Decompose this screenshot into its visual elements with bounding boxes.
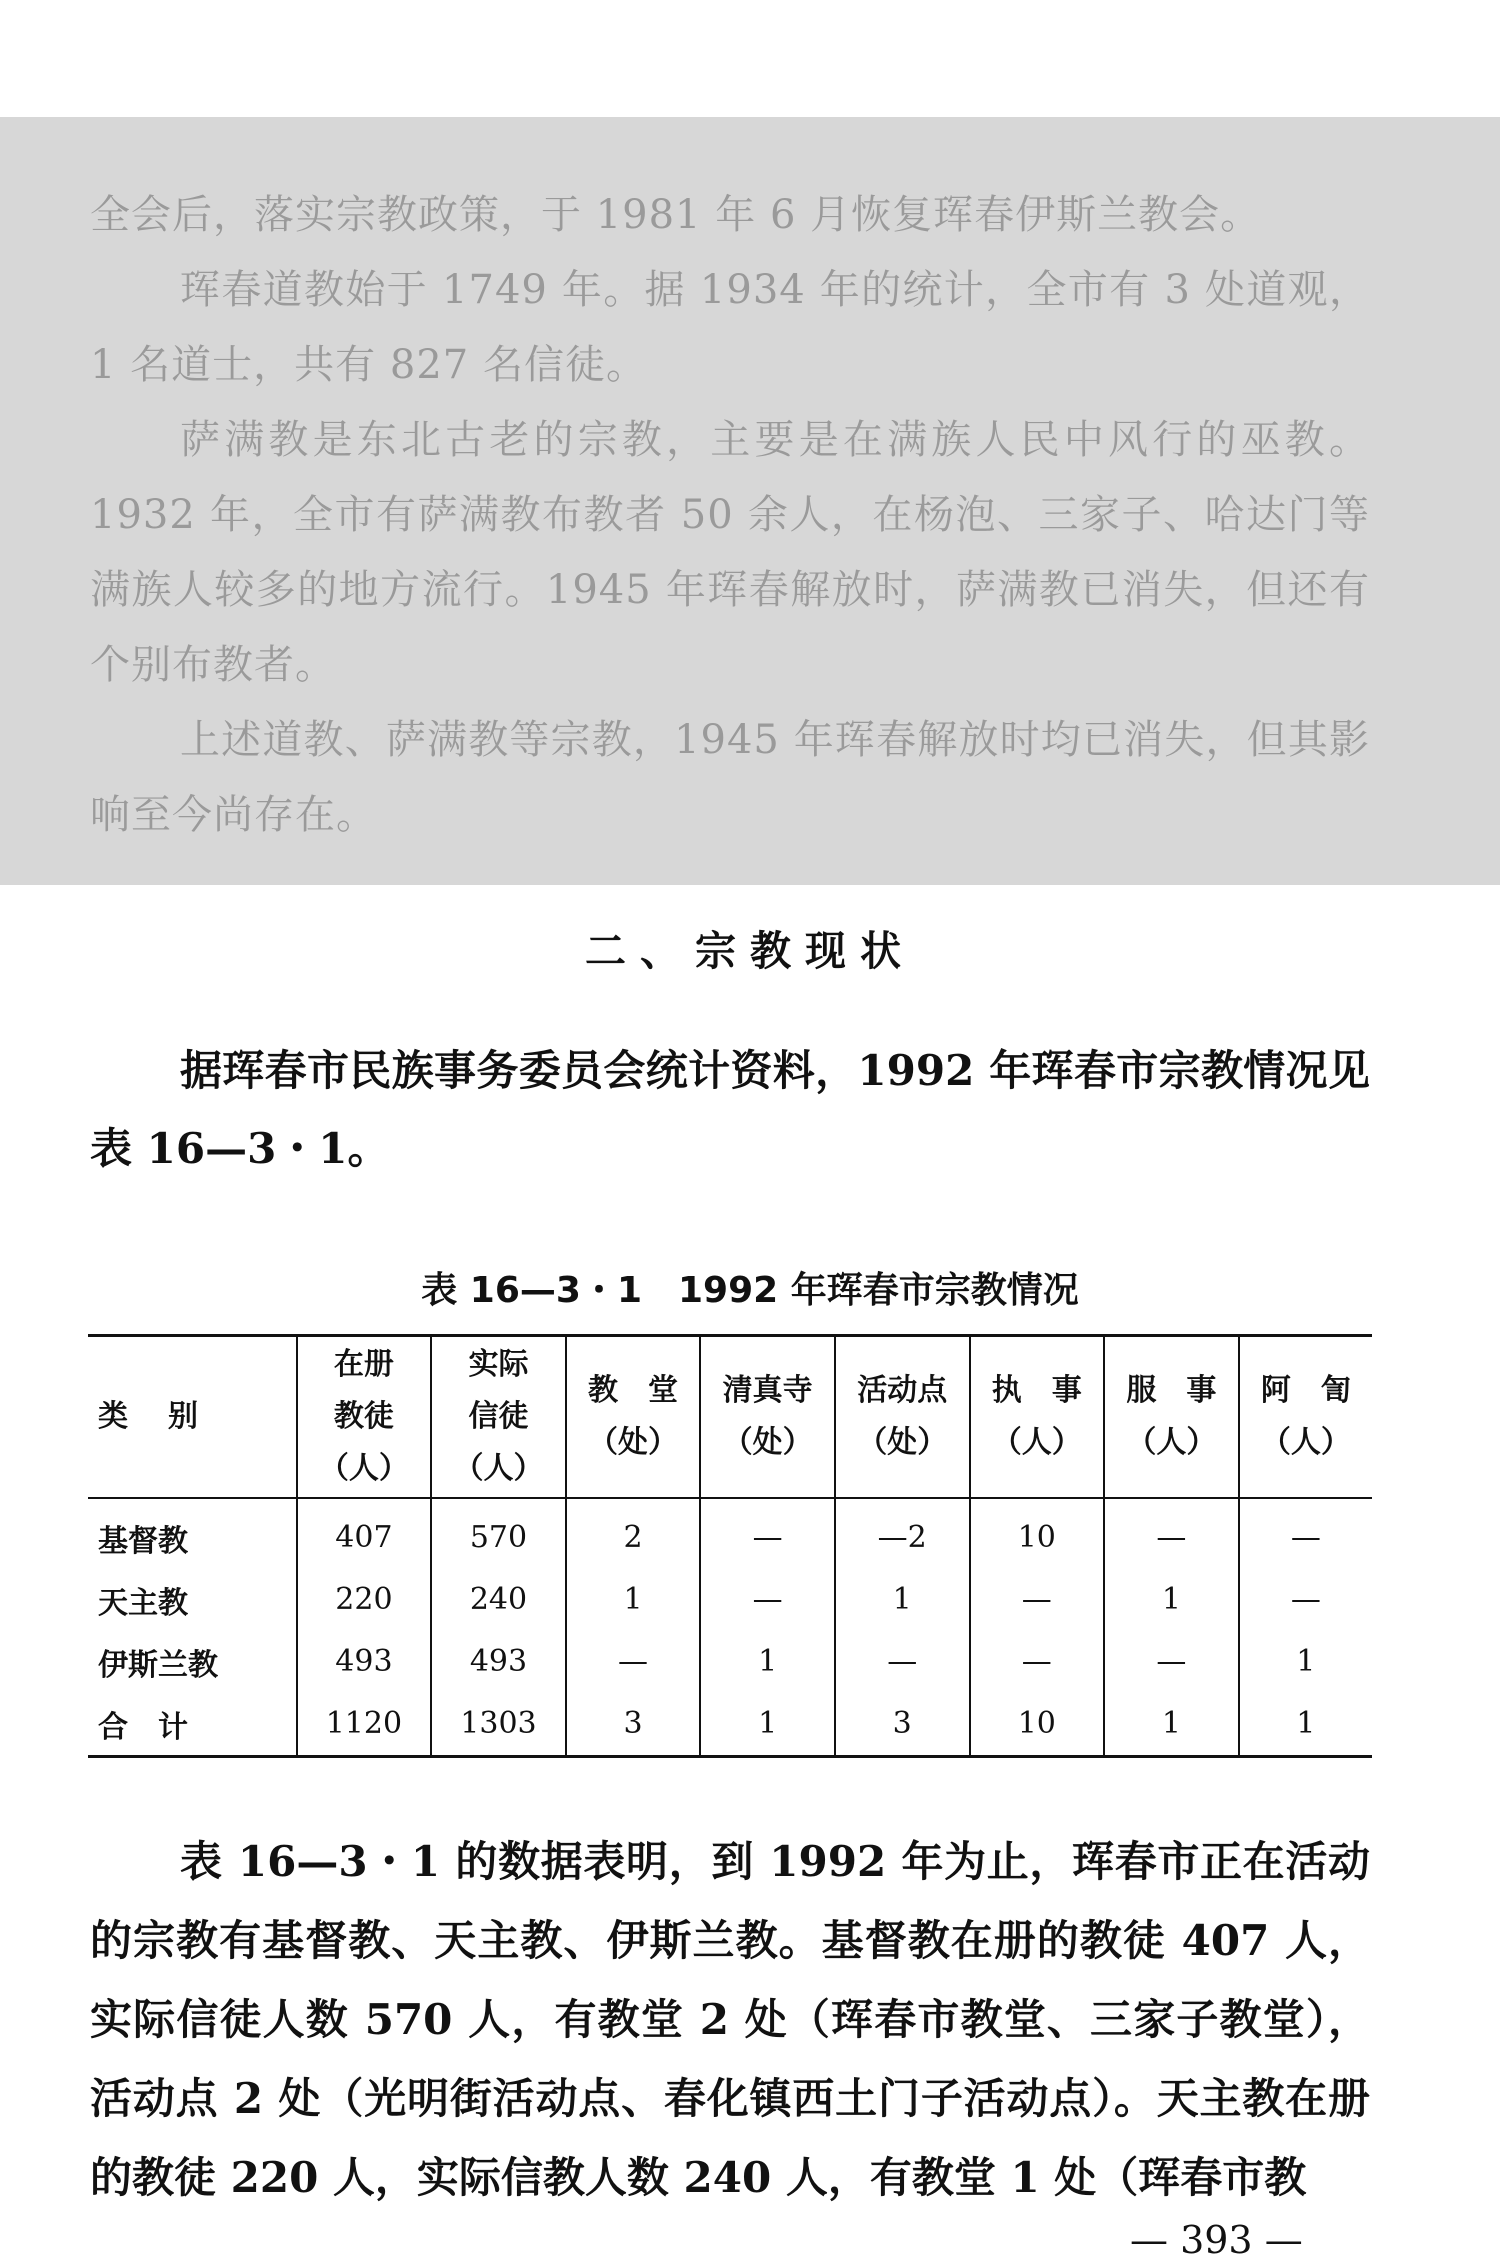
column-header bbox=[566, 1336, 701, 1498]
column-header bbox=[88, 1336, 297, 1498]
intro-paragraph-text: 据珲春市民族事务委员会统计资料，1992 年珲春市宗教情况见表 16—3・1。 bbox=[90, 1046, 1370, 1173]
column-header-line: 教徒 bbox=[333, 1398, 394, 1434]
column-header-line: 执 事 bbox=[991, 1372, 1082, 1408]
table-cell: 1 bbox=[1239, 1631, 1372, 1693]
column-header-line: 服 事 bbox=[1126, 1372, 1217, 1408]
column-header bbox=[1104, 1336, 1239, 1498]
table-cell: 493 bbox=[297, 1631, 432, 1693]
table-cell: 1 bbox=[566, 1569, 701, 1631]
column-header bbox=[700, 1336, 835, 1498]
row-label-cell: 天主教 bbox=[98, 1585, 188, 1621]
previous-paragraph: 全会后，落实宗教政策，于 1981 年 6 月恢复珲春伊斯兰教会。 bbox=[90, 192, 1262, 238]
table-cell: — bbox=[1239, 1569, 1372, 1631]
table-cell: 3 bbox=[835, 1693, 970, 1757]
column-header bbox=[431, 1336, 566, 1498]
table-cell: 570 bbox=[431, 1498, 566, 1569]
table-cell: 1 bbox=[1239, 1693, 1372, 1757]
column-header-line: 在册 bbox=[333, 1346, 394, 1382]
column-header-line: 实际 bbox=[468, 1346, 529, 1382]
previous-paragraph: 珲春道教始于 1749 年。据 1934 年的统计，全市有 3 处道观，1 名道士，共有 827 名信徒。 bbox=[90, 267, 1370, 388]
table-cell: — bbox=[970, 1631, 1105, 1693]
table-row bbox=[88, 1498, 1372, 1569]
column-header-line: 教 堂 bbox=[588, 1372, 679, 1408]
column-header-line: 清真寺 bbox=[722, 1372, 813, 1408]
table-cell: 240 bbox=[431, 1569, 566, 1631]
religion-stats-table bbox=[88, 1334, 1372, 1758]
previous-section-text bbox=[90, 178, 1370, 853]
column-header-line: （处） bbox=[588, 1424, 679, 1460]
table-cell: —2 bbox=[835, 1498, 970, 1569]
table-cell: — bbox=[566, 1631, 701, 1693]
column-header bbox=[970, 1336, 1105, 1498]
table-header-row bbox=[88, 1336, 1372, 1498]
table-cell: 2 bbox=[566, 1498, 701, 1569]
column-header-line: （人） bbox=[318, 1450, 409, 1486]
table-row bbox=[88, 1631, 1372, 1693]
table-body bbox=[88, 1498, 1372, 1757]
table-cell: 10 bbox=[970, 1693, 1105, 1757]
column-header-line: （人） bbox=[991, 1424, 1082, 1460]
table-row bbox=[88, 1569, 1372, 1631]
column-header-line: （处） bbox=[857, 1424, 948, 1460]
table-cell: 1303 bbox=[431, 1693, 566, 1757]
table-cell: 220 bbox=[297, 1569, 432, 1631]
page-number: — 393 — bbox=[1130, 2218, 1303, 2262]
column-header-line: （人） bbox=[1126, 1424, 1217, 1460]
table-cell: 1 bbox=[835, 1569, 970, 1631]
column-header bbox=[1239, 1336, 1372, 1498]
table-cell: — bbox=[1104, 1631, 1239, 1693]
column-header-line: 类别 bbox=[98, 1398, 238, 1434]
column-header-line: 阿 訇 bbox=[1260, 1372, 1351, 1408]
table-cell: 1 bbox=[700, 1693, 835, 1757]
table-cell: 3 bbox=[566, 1693, 701, 1757]
column-header-line: （人） bbox=[1260, 1424, 1351, 1460]
section-heading: 二、宗教现状 bbox=[585, 927, 915, 975]
column-header-line: 活动点 bbox=[857, 1372, 948, 1408]
column-header-line: （处） bbox=[722, 1424, 813, 1460]
previous-paragraph: 上述道教、萨满教等宗教，1945 年珲春解放时均已消失，但其影响至今尚存在。 bbox=[90, 717, 1370, 838]
row-label-cell: 伊斯兰教 bbox=[98, 1647, 218, 1683]
table-cell: — bbox=[835, 1631, 970, 1693]
table-cell: — bbox=[700, 1569, 835, 1631]
table-cell: — bbox=[1239, 1498, 1372, 1569]
table-cell: 10 bbox=[970, 1498, 1105, 1569]
column-header-line: 信徒 bbox=[468, 1398, 529, 1434]
row-label-cell: 合 计 bbox=[88, 1693, 297, 1757]
analysis-paragraph bbox=[90, 1822, 1370, 2217]
table-cell: 1120 bbox=[297, 1693, 432, 1757]
column-header bbox=[835, 1336, 970, 1498]
table-cell: — bbox=[700, 1498, 835, 1569]
analysis-paragraph-text: 表 16—3・1 的数据表明，到 1992 年为止，珲春市正在活动的宗教有基督教、天主教、伊斯兰教。基督教在册的教徒 407 人，实际信徒人数 570 人，有教堂 2 处（珲春市教堂、三家子教堂），活动点 2 处（光明街活动点、春化镇西土门子活动点）。天主教在册的教徒 220 人，实际信教人数 240 人，有教堂 1 处（珲春市教 bbox=[90, 1837, 1370, 2202]
table-cell: 1 bbox=[1104, 1693, 1239, 1757]
intro-paragraph bbox=[90, 1032, 1370, 1188]
table-cell: 493 bbox=[431, 1631, 566, 1693]
table-cell: 1 bbox=[700, 1631, 835, 1693]
table-caption: 表 16—3・1 1992 年珲春市宗教情况 bbox=[421, 1270, 1079, 1311]
column-header bbox=[297, 1336, 432, 1498]
row-label-cell: 基督教 bbox=[98, 1523, 188, 1559]
column-header-line: （人） bbox=[453, 1450, 544, 1486]
table-cell: 1 bbox=[1104, 1569, 1239, 1631]
table-cell: — bbox=[970, 1569, 1105, 1631]
table-row bbox=[88, 1693, 1372, 1757]
previous-paragraph: 萨满教是东北古老的宗教，主要是在满族人民中风行的巫教。1932 年，全市有萨满教布教者 50 余人，在杨泡、三家子、哈达门等满族人较多的地方流行。1945 年珲春解放时，萨满教已消失，但还有个别布教者。 bbox=[90, 417, 1370, 688]
table-cell: — bbox=[1104, 1498, 1239, 1569]
table-cell: 407 bbox=[297, 1498, 432, 1569]
